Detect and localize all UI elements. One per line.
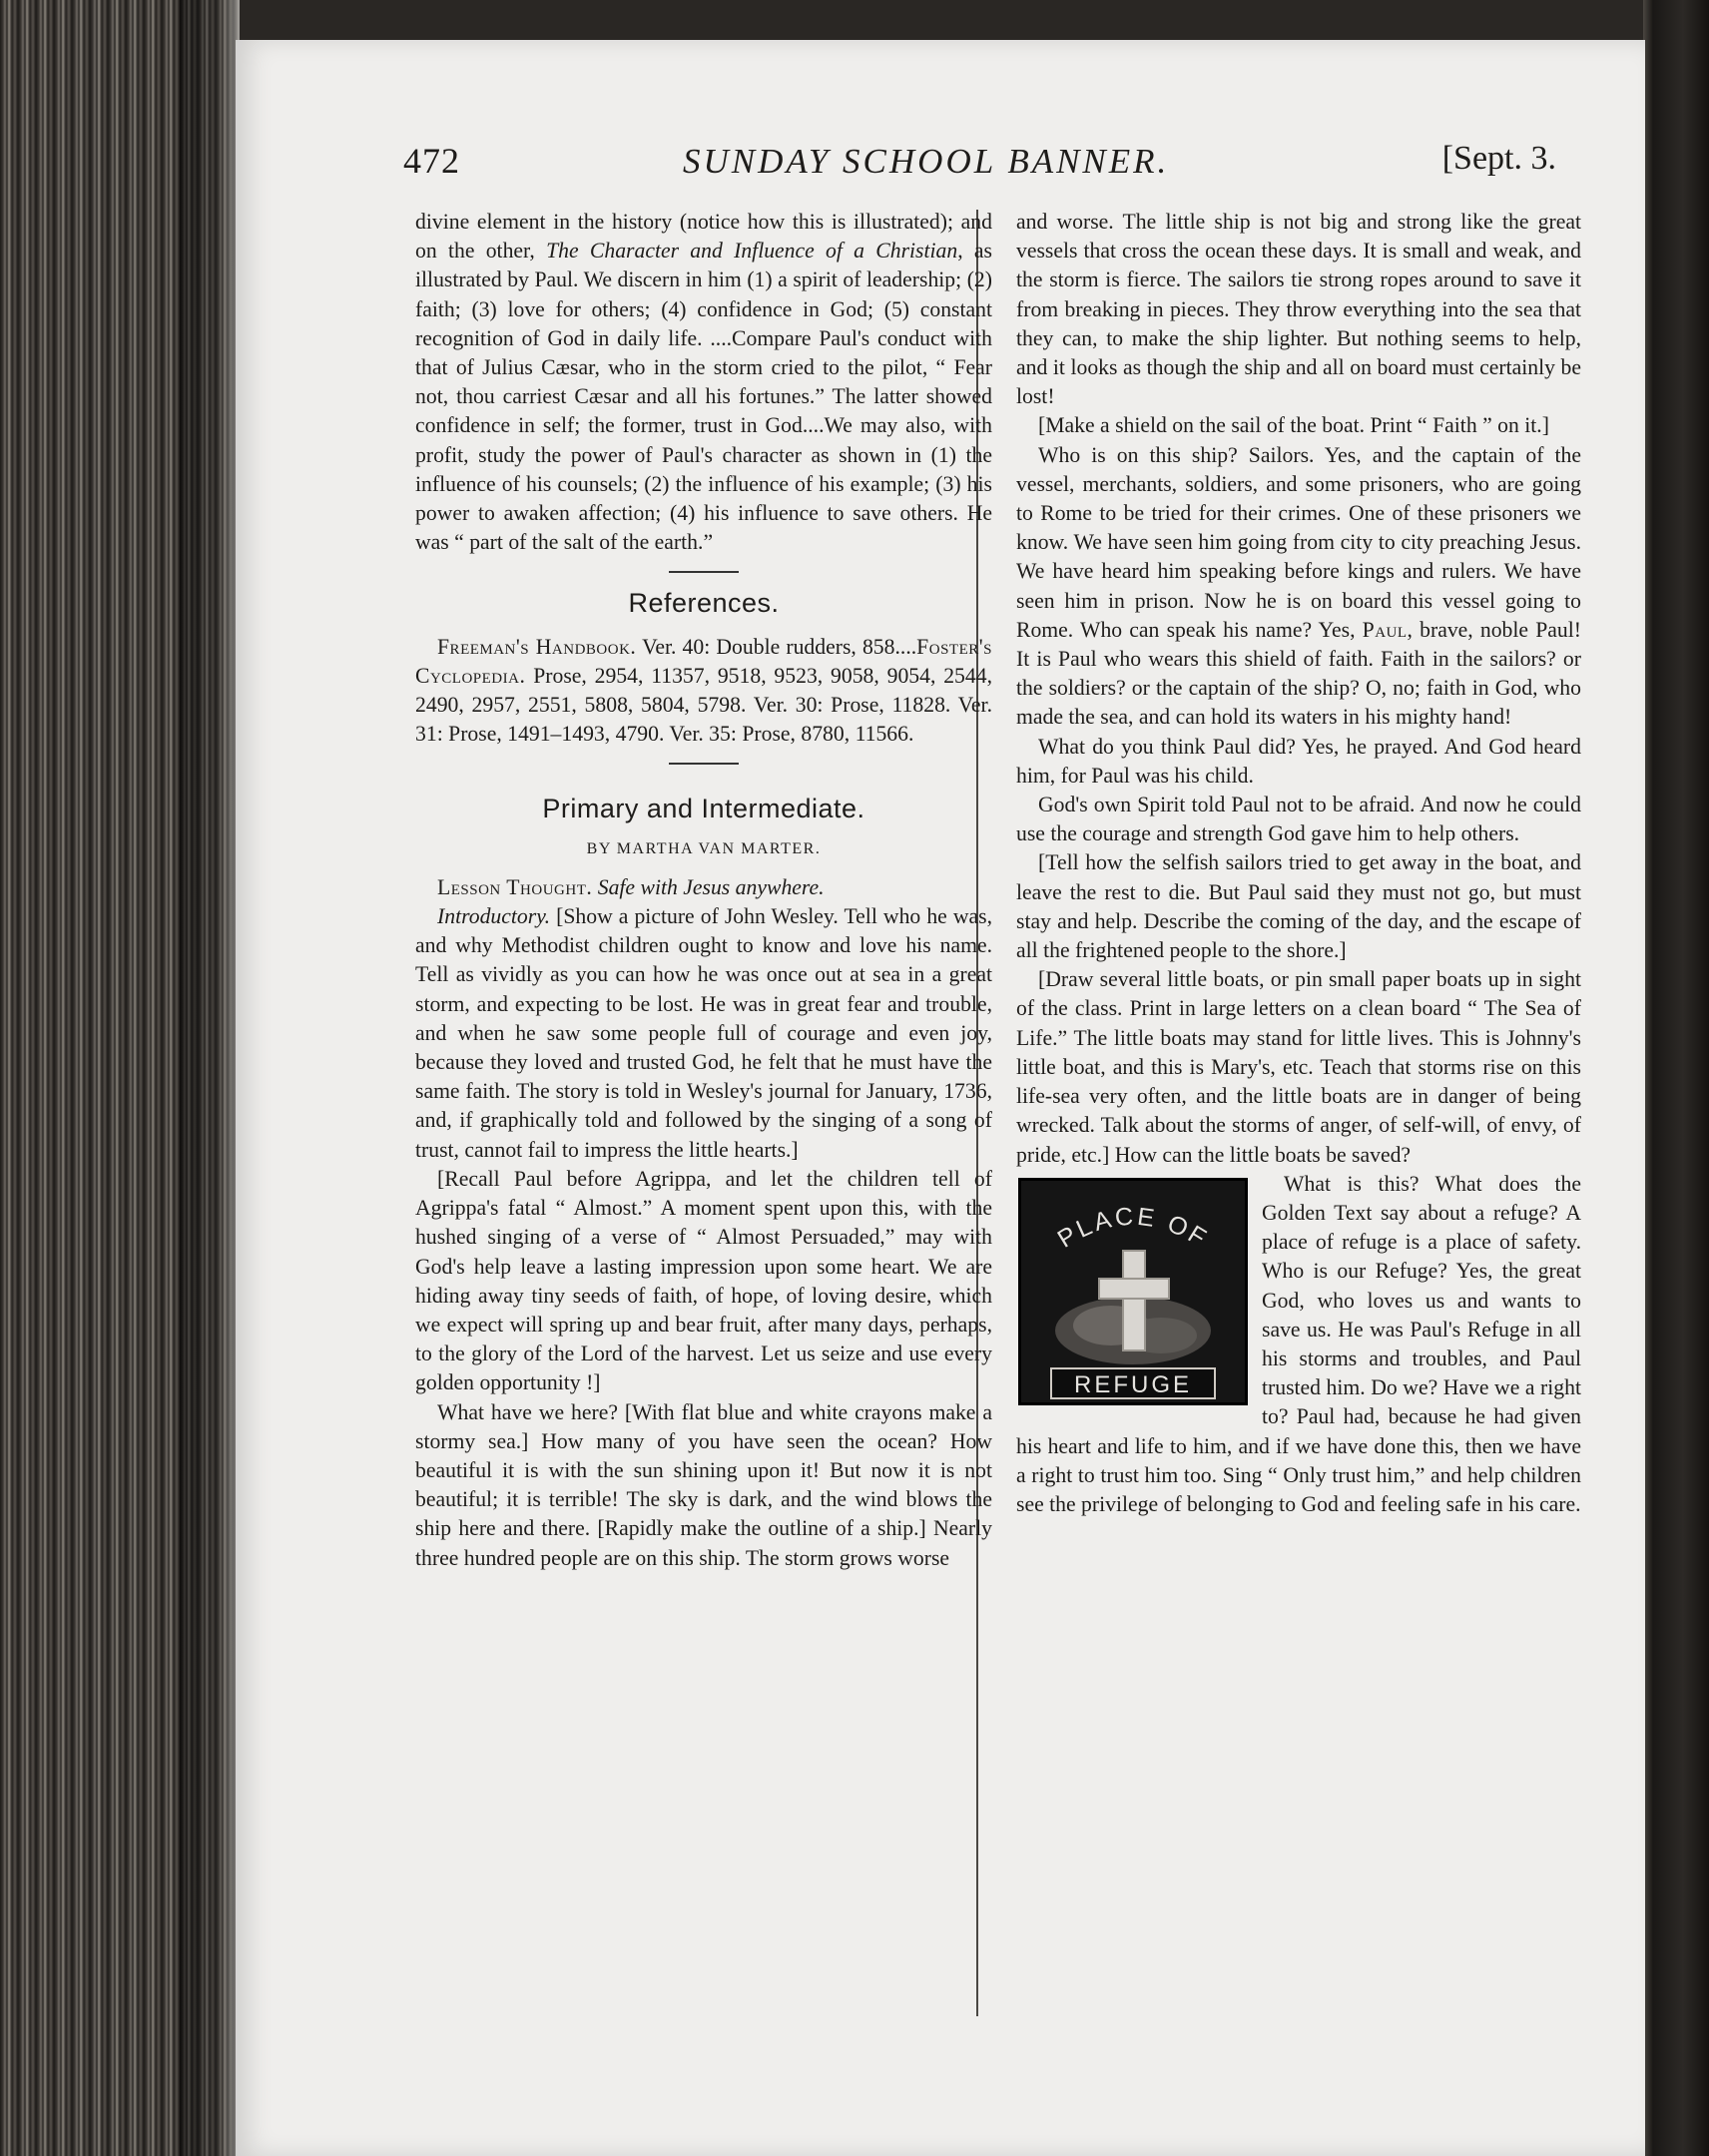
- paragraph-prayed: What do you think Paul did? Yes, he prayed. And God heard him, for Paul was his child.: [1016, 734, 1581, 788]
- page-header: [403, 140, 1556, 190]
- paragraph-agrippa: [Recall Paul before Agrippa, and let the children tell of Agrippa's fatal “ Almost.” A moment spent upon this, with the hushed singing of a verse of “ Almost Persuaded,” may with God's help leave a lasting impression upon some heart. We are hiding away tiny seeds of faith, of hope, of loving desire, which we expect will spring up and bear fruit, after many days, perhaps, to the glory of the Lord of the harvest. Let us seize and use every golden opportunity !]: [415, 1166, 992, 1395]
- paragraph: and worse. The little ship is not big and strong like the great vessels that cross the ocean these days. It is small and weak, and the storm is fierce. The sailors tie strong ropes around to save it from breaking in pieces. They throw everything into the sea that they can, to make the ship lighter. But nothing seems to help, and it looks as though the ship and all on board must certainly be lost!: [1016, 210, 1581, 409]
- right-column: [1016, 208, 1581, 1519]
- paragraph-spirit: God's own Spirit told Paul not to be afraid. And now he could use the courage and strength God gave him to help others.: [1016, 793, 1581, 846]
- paragraph-refuge: What is this? What does the Golden Text say about a refuge? A place of refuge is a place of safety. Who is our Refuge? Yes, the great God, who loves us and wants to save us. He was Paul's Refuge in all his storms and troubles, and Paul trusted him. Do we? Have we a right to? Paul had, because he had given his heart and life to him, and if we have done this, then we have a right to trust him too. Sing “ Only trust him,” and help children see the privilege of belonging to God and feeling safe in his care.: [1016, 1171, 1581, 1516]
- byline: BY MARTHA VAN MARTER.: [586, 839, 822, 857]
- left-column: [415, 208, 992, 1573]
- image-text-bottom: REFUGE: [1073, 1370, 1193, 1398]
- primary-heading: Primary and Intermediate.: [542, 794, 865, 824]
- book-right-edge: [1643, 0, 1709, 2156]
- page-number: 472: [403, 141, 460, 181]
- journal-title: SUNDAY SCHOOL BANNER.: [683, 142, 1170, 181]
- paragraph-what-have-we-here: What have we here? [With flat blue and white crayons make a stormy sea.] How many of you have seen the ocean? How beautiful it is with the sun shining upon it! But now it is not beautiful; it is terrible! The sky is dark, and the wind blows the ship here and there. [Rapidly make the outline of a ship.] Nearly three hundred people are on this ship. The storm grows worse: [415, 1399, 992, 1570]
- place-of-refuge-illustration: [1018, 1178, 1248, 1405]
- section-rule: [669, 571, 739, 573]
- section-rule: [669, 763, 739, 765]
- references-paragraph: Freeman's Handbook. Ver. 40: Double rudders, 858....Foster's Cyclopedia. Prose, 2954, 11357, 9518, 9523, 9058, 9054, 2544, 2490, 2957, 2551, 5808, 5804, 5798. Ver. 30: Prose, 11828. Ver. 31: Prose, 1491–1493, 4790. Ver. 35: Prose, 8780, 11566.: [415, 634, 992, 747]
- paragraph-sailors: [Tell how the selfish sailors tried to get away in the boat, and leave the rest to die. But Paul said they must not go, but must stay and help. Describe the coming of the day, and the escape of all the frightened people to the shore.]: [1016, 850, 1581, 963]
- paragraph: divine element in the history (notice how this is illustrated); and on the other, The Character and Influence of a Christian, as illustrated by Paul. We discern in him (1) a spirit of leadership; (2) faith; (3) love for others; (4) confidence in God; (5) constant recognition of God in daily life. ....Compare Paul's conduct with that of Julius Cæsar, who in the storm cried to the pilot, “ Fear not, thou carriest Cæsar and all his fortunes.” The latter showed confidence in self; the former, trust in God....We may also, with profit, study the power of Paul's character as shown in (1) the influence of his counsels; (2) the influence of his example; (3) his power to awaken affection; (4) his influence to save others. He was “ part of the salt of the earth.”: [415, 210, 992, 555]
- paragraph-boats: [Draw several little boats, or pin small paper boats up in sight of the class. Print in large letters on a clean board “ The Sea of Life.” The little boats may stand for little lives. This is Johnny's little boat, and this is Mary's, etc. Teach that storms rise on this life-sea very often, and the little boats are in danger of being wrecked. Talk about the storms of anger, of self-will, of envy, of pride, etc.] How can the little boats be saved?: [1016, 967, 1581, 1167]
- references-heading: References.: [628, 588, 780, 619]
- lesson-thought: Lesson Thought. Safe with Jesus anywhere.: [437, 874, 825, 899]
- cross-illustration: [1021, 1181, 1245, 1402]
- paragraph-shield: [Make a shield on the sail of the boat. Print “ Faith ” on it.]: [1038, 413, 1549, 438]
- image-text-top: PLACE OF: [1052, 1202, 1214, 1254]
- gutter-shadow: [180, 0, 240, 2156]
- paragraph-who-is-on-ship: Who is on this ship? Sailors. Yes, and the captain of the vessel, merchants, soldiers, and some prisoners, who are going to Rome to be tried for their crimes. One of these prisoners we know. We have seen him going from city to city preaching Jesus. We have heard him speaking before kings and rulers. We have seen him in prison. Now he is on board this vessel going to Rome. Who can speak his name? Yes, Paul, brave, noble Paul! It is Paul who wears this shield of faith. Faith in the sailors? or the soldiers? or the captain of the ship? O, no; faith in God, who made the sea, and can hold its waters in his mighty hand!: [1016, 442, 1581, 730]
- issue-date: [Sept. 3.: [1441, 140, 1556, 177]
- paragraph-introductory: Introductory. [Show a picture of John Wesley. Tell who he was, and why Methodist children ought to know and love his name. Tell as vividly as you can how he was once out at sea in a great storm, and expecting to be lost. He was in great fear and trouble, and when he saw some people full of courage and even joy, because they loved and trusted God, he felt that he must have the same faith. The story is told in Wesley's journal for January, 1736, and, if graphically told and followed by the singing of a song of trust, cannot fail to impress the little hearts.]: [415, 904, 992, 1162]
